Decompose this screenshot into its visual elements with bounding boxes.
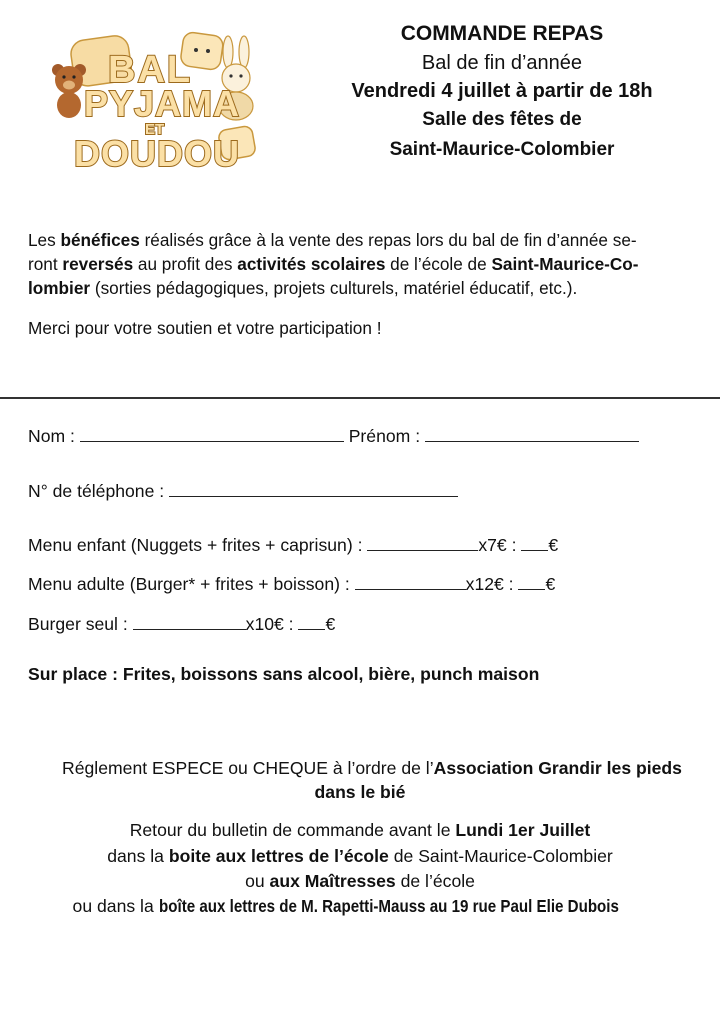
- menu-adulte-row: [28, 574, 555, 595]
- venue-line-1: Salle des fêtes de: [422, 109, 582, 130]
- menu-enfant-label: Menu enfant (Nuggets + frites + caprisun) :: [28, 535, 368, 555]
- burger-price: x10€ :: [245, 614, 299, 634]
- nom-field[interactable]: [80, 427, 344, 442]
- phone-field[interactable]: [169, 482, 458, 497]
- sur-place-text: Sur place : Frites, boissons sans alcool, bière, punch maison: [28, 664, 540, 684]
- burger-row: [28, 614, 335, 635]
- logo-line-2: PYJAMA: [84, 83, 241, 124]
- menu-adulte-total-field[interactable]: [518, 575, 545, 590]
- intro-line-2: ront reversés au profit des activités scolaires de l’école de Saint-Maurice-Co-: [28, 254, 639, 274]
- burger-label: Burger seul :: [28, 614, 133, 634]
- nom-label: Nom :: [28, 426, 80, 446]
- menu-enfant-qty-field[interactable]: [367, 536, 478, 551]
- euro-sign: €: [548, 535, 559, 555]
- page-title: COMMANDE REPAS: [400, 22, 604, 45]
- retour-line-1: Retour du bulletin de commande avant le Lundi 1er Juillet: [129, 820, 591, 840]
- prenom-label: Prénom :: [343, 426, 425, 446]
- intro-line-1: Les bénéfices réalisés grâce à la vente des repas lors du bal de fin d’année se-: [28, 230, 637, 250]
- thanks-text: Merci pour votre soutien et votre participation !: [28, 318, 382, 338]
- burger-total-field[interactable]: [298, 615, 325, 630]
- retour-line-2: dans la boite aux lettres de l’école de Saint-Maurice-Colombier: [107, 846, 613, 866]
- venue-line-2: Saint-Maurice-Colombier: [389, 139, 615, 160]
- reglement-line-1: Réglement ESPECE ou CHEQUE à l’ordre de l’Association Grandir les pieds: [62, 758, 682, 778]
- menu-enfant-total-field[interactable]: [521, 536, 548, 551]
- event-date: Vendredi 4 juillet à partir de 18h: [351, 80, 653, 102]
- reglement-line-2: dans le bié: [314, 782, 406, 802]
- menu-enfant-price: x7€ :: [478, 535, 522, 555]
- phone-row: [28, 481, 458, 502]
- burger-qty-field[interactable]: [133, 615, 246, 630]
- euro-sign: €: [325, 614, 336, 634]
- event-name: Bal de fin d’année: [421, 52, 583, 74]
- prenom-field[interactable]: [425, 427, 639, 442]
- retour-line-4: ou dans la boîte aux lettres de M. Rapetti-Mauss au 19 rue Paul Elie Dubois: [72, 896, 619, 916]
- menu-adulte-price: x12€ :: [465, 574, 519, 594]
- phone-label: N° de téléphone :: [28, 481, 170, 501]
- retour-line-3: ou aux Maîtresses de l’école: [245, 871, 475, 891]
- divider: [0, 397, 720, 399]
- name-row: [28, 426, 639, 447]
- intro-line-3: lombier (sorties pédagogiques, projets culturels, matériel éducatif, etc.).: [28, 278, 578, 298]
- logo-line-4: DOUDOU: [74, 133, 240, 174]
- bal-pyjama-doudou-logo: [50, 30, 265, 175]
- menu-adulte-qty-field[interactable]: [355, 575, 466, 590]
- euro-sign: €: [545, 574, 556, 594]
- logo-line-3: ET: [145, 121, 165, 138]
- logo-line-1: BAL: [108, 49, 193, 91]
- menu-enfant-row: [28, 535, 558, 556]
- teddy-bear-icon: [52, 64, 86, 118]
- menu-adulte-label: Menu adulte (Burger* + frites + boisson) :: [28, 574, 355, 594]
